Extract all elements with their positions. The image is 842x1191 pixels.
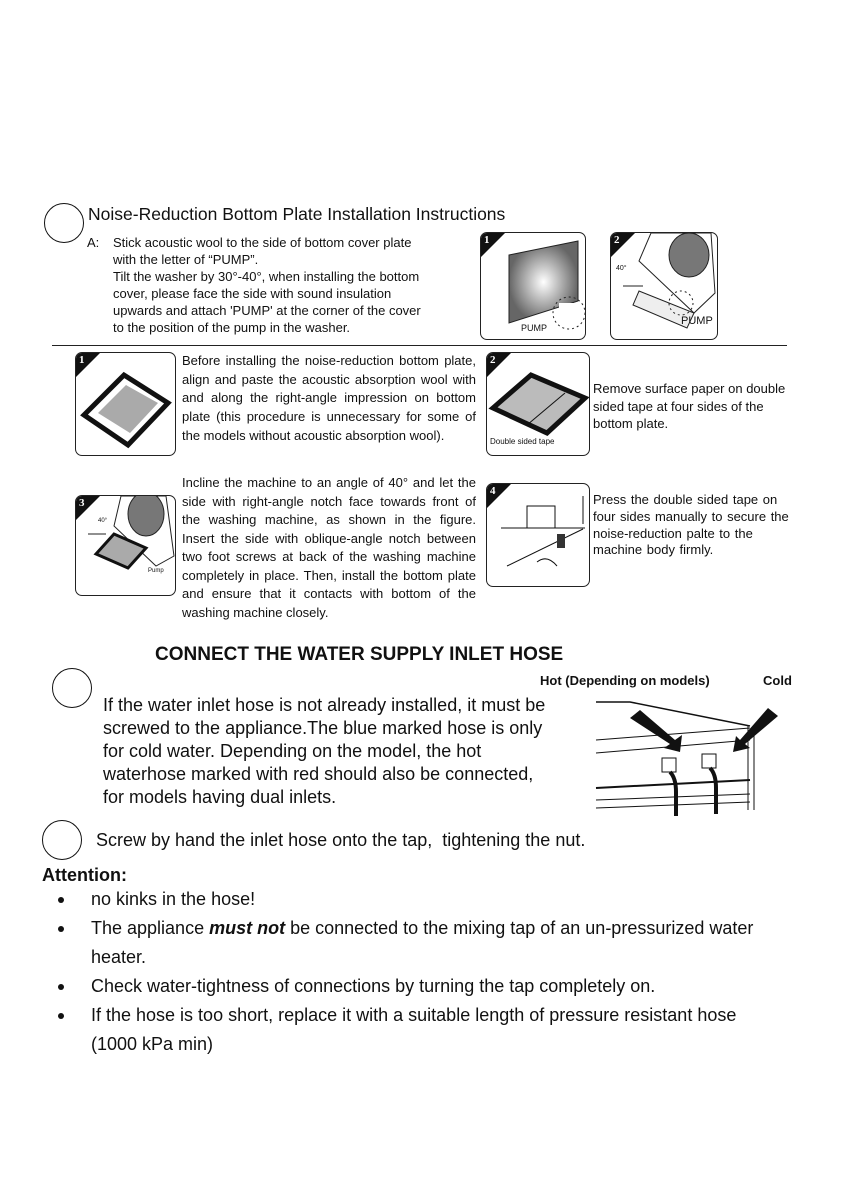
hot-label: Hot (Depending on models) (540, 673, 710, 688)
item-text: Check water-tightness of connections by turning the tap completely on. (91, 976, 656, 996)
step-2-figure (486, 352, 590, 456)
figure-number: 1 (79, 354, 85, 366)
figure-tilt-washer (610, 232, 718, 340)
angle-label: 40° (98, 518, 108, 524)
cold-label: Cold (763, 673, 792, 688)
emphasis-text: must not (209, 918, 286, 938)
instruction-a (113, 234, 421, 336)
a-label: A: (87, 235, 100, 250)
attention-item (42, 885, 772, 914)
item-text: If the hose is too short, replace it with a suitable length of pressure resistant hose (1000 kPa min) (91, 1005, 737, 1054)
pump-label: PUMP (521, 323, 548, 333)
section-heading: CONNECT THE WATER SUPPLY INLET HOSE (155, 644, 564, 665)
step-3-text: Incline the machine to an angle of 40° and let the side with right-angle notch face towards front of the washing machine, as shown in the figure. Insert the side with oblique-angle notch between two foot screws at back of the washing machine completely in place. Then, install the bottom plate and ensure that it contacts with bottom of the washing machine closely. (182, 475, 476, 620)
figure-number: 2 (614, 234, 620, 246)
step-2-text: Remove surface paper on double sided tape at four sides of the bottom plate. (593, 381, 786, 431)
bullet-icon (58, 1013, 64, 1019)
figure-number: 2 (490, 354, 496, 366)
item-text: The appliance (91, 918, 210, 938)
line: upwards and attach 'PUMP' at the corner of the cover (113, 303, 421, 318)
tape-label: Double sided tape (490, 437, 555, 446)
pump-label: Pump (148, 568, 164, 574)
figure-plate-pump (480, 232, 586, 340)
figure-number: 1 (484, 234, 490, 246)
line: cover, please face the side with sound insulation (113, 286, 392, 301)
attention-item (42, 972, 772, 1001)
pump-label: PUMP (681, 315, 713, 327)
attention-list (42, 885, 772, 1059)
hot-arrow-icon (630, 710, 682, 752)
line: If the water inlet hose is not already installed, it must be (103, 695, 546, 715)
bullet-icon (58, 897, 64, 903)
step-4-text: Press the double sided tape on four sides manually to secure the noise-reduction palte to the machine body firmly. (593, 492, 789, 558)
line: for models having dual inlets. (103, 787, 337, 807)
line: Stick acoustic wool to the side of bottom cover plate (113, 235, 412, 250)
item-text: no kinks in the hose! (91, 889, 256, 909)
hose-inlets-illustration (590, 700, 790, 818)
line: for cold water. Depending on the model, the hot (103, 741, 482, 761)
line: Tilt the washer by 30°-40°, when installing the bottom (113, 269, 420, 284)
divider (52, 345, 787, 346)
line: with the letter of “PUMP”. (113, 252, 259, 267)
bullet-icon (58, 984, 64, 990)
step-circle-marker (42, 820, 82, 860)
step-1-text: Before installing the noise-reduction bottom plate, align and paste the acoustic absorption wool with and along the right-angle impression on bottom plate (this procedure is unnecessary for some of the models without acoustic absorption wool). (182, 353, 476, 443)
line: to the position of the pump in the washer. (113, 320, 351, 335)
attention-title: Attention: (42, 865, 127, 885)
line: waterhose marked with red should also be connected, (103, 764, 534, 784)
step-circle-marker (52, 668, 92, 708)
step-4-figure (486, 483, 590, 587)
bullet-icon (58, 926, 64, 932)
angle-label: 40° (616, 265, 627, 272)
item-text: be connected to the mixing tap of an un-pressurized water heater. (91, 918, 754, 967)
step-3-figure (75, 495, 176, 596)
step-circle-marker (44, 203, 84, 243)
attention-item (42, 914, 772, 972)
figure-number: 4 (490, 485, 496, 497)
attention-item (42, 1001, 772, 1059)
line: screwed to the appliance.The blue marked hose is only (103, 718, 543, 738)
cold-arrow-icon (733, 708, 778, 752)
inlet-hose-paragraph (103, 694, 545, 809)
figure-number: 3 (79, 497, 85, 509)
section-title: Noise-Reduction Bottom Plate Installation Instructions (88, 204, 506, 224)
step-1-figure (75, 352, 176, 456)
screw-hose-instruction: Screw by hand the inlet hose onto the tap, tightening the nut. (96, 830, 586, 850)
